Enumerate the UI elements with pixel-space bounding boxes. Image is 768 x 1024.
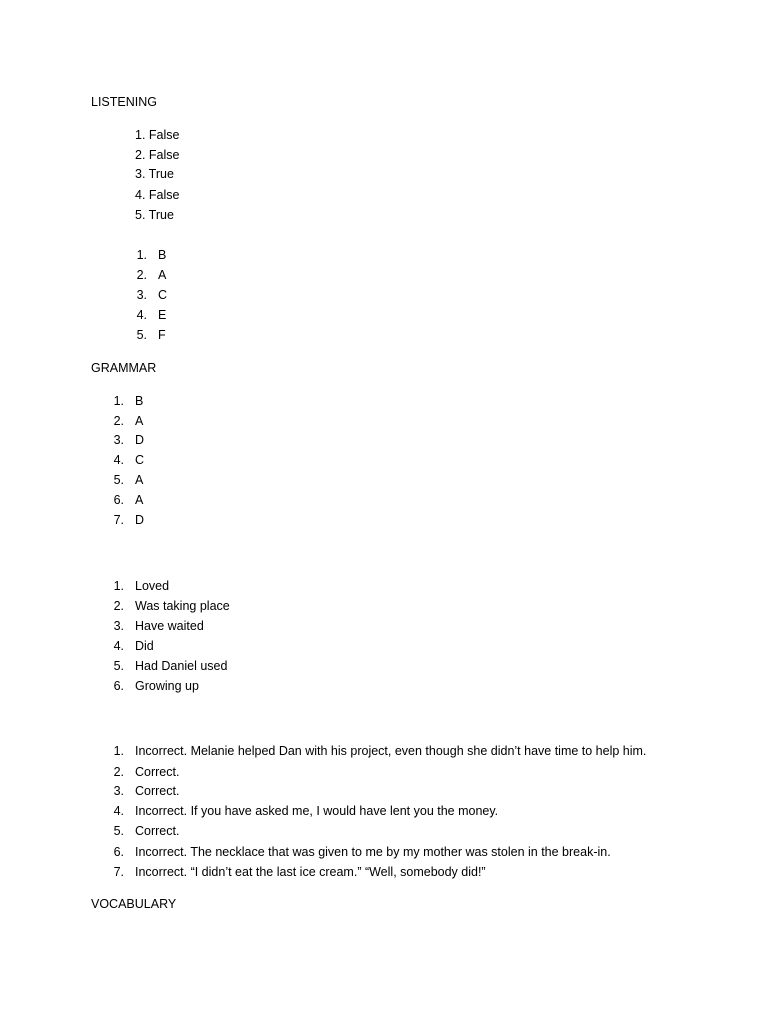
list-answer: D (135, 433, 145, 447)
section-heading-vocabulary: VOCABULARY (91, 897, 177, 911)
list-answer: Have waited (135, 619, 204, 633)
list-number: 6. (113, 679, 124, 693)
list-number: 4. (113, 804, 124, 818)
list-number: 3. (136, 288, 147, 302)
list-answer: Was taking place (135, 599, 230, 613)
list-answer: A (135, 473, 144, 487)
list-item: 5. True (135, 208, 174, 222)
list-item: 4. False (135, 188, 180, 202)
list-answer: Incorrect. Melanie helped Dan with his project, even though she didn’t have time to help him. (135, 744, 647, 758)
list-answer: Had Daniel used (135, 659, 228, 673)
section-heading-grammar: GRAMMAR (91, 361, 157, 375)
list-number: 5. (113, 824, 124, 838)
list-answer: D (135, 513, 145, 527)
list-number: 1. (113, 579, 124, 593)
list-answer: Incorrect. The necklace that was given to me by my mother was stolen in the break-in. (135, 845, 611, 859)
list-number: 1. (113, 744, 124, 758)
list-answer: A (135, 414, 144, 428)
list-answer: F (158, 328, 166, 342)
list-item: 1. False (135, 128, 180, 142)
list-answer: B (158, 248, 167, 262)
list-answer: Incorrect. If you have asked me, I would have lent you the money. (135, 804, 499, 818)
list-item: 3. True (135, 167, 174, 181)
list-answer: A (135, 493, 144, 507)
list-number: 1. (136, 248, 147, 262)
list-answer: C (135, 453, 145, 467)
list-number: 6. (113, 845, 124, 859)
list-answer: C (158, 288, 168, 302)
list-answer: Did (135, 639, 154, 653)
list-number: 1. (113, 394, 124, 408)
list-number: 4. (136, 308, 147, 322)
list-answer: A (158, 268, 167, 282)
list-number: 2. (136, 268, 147, 282)
list-number: 2. (113, 414, 124, 428)
list-answer: Incorrect. “I didn’t eat the last ice cream.” “Well, somebody did!” (135, 865, 486, 879)
list-number: 5. (136, 328, 147, 342)
list-number: 2. (113, 599, 124, 613)
list-number: 2. (113, 765, 124, 779)
list-answer: Correct. (135, 765, 180, 779)
list-number: 4. (113, 639, 124, 653)
list-answer: Loved (135, 579, 170, 593)
list-item: 2. False (135, 148, 180, 162)
list-number: 3. (113, 433, 124, 447)
list-number: 5. (113, 659, 124, 673)
list-answer: Growing up (135, 679, 199, 693)
list-number: 4. (113, 453, 124, 467)
list-answer: Correct. (135, 784, 180, 798)
list-number: 3. (113, 619, 124, 633)
list-number: 6. (113, 493, 124, 507)
list-answer: Correct. (135, 824, 180, 838)
list-number: 7. (113, 513, 124, 527)
list-answer: E (158, 308, 167, 322)
list-number: 5. (113, 473, 124, 487)
list-number: 3. (113, 784, 124, 798)
list-number: 7. (113, 865, 124, 879)
section-heading-listening: LISTENING (91, 95, 157, 109)
list-answer: B (135, 394, 144, 408)
